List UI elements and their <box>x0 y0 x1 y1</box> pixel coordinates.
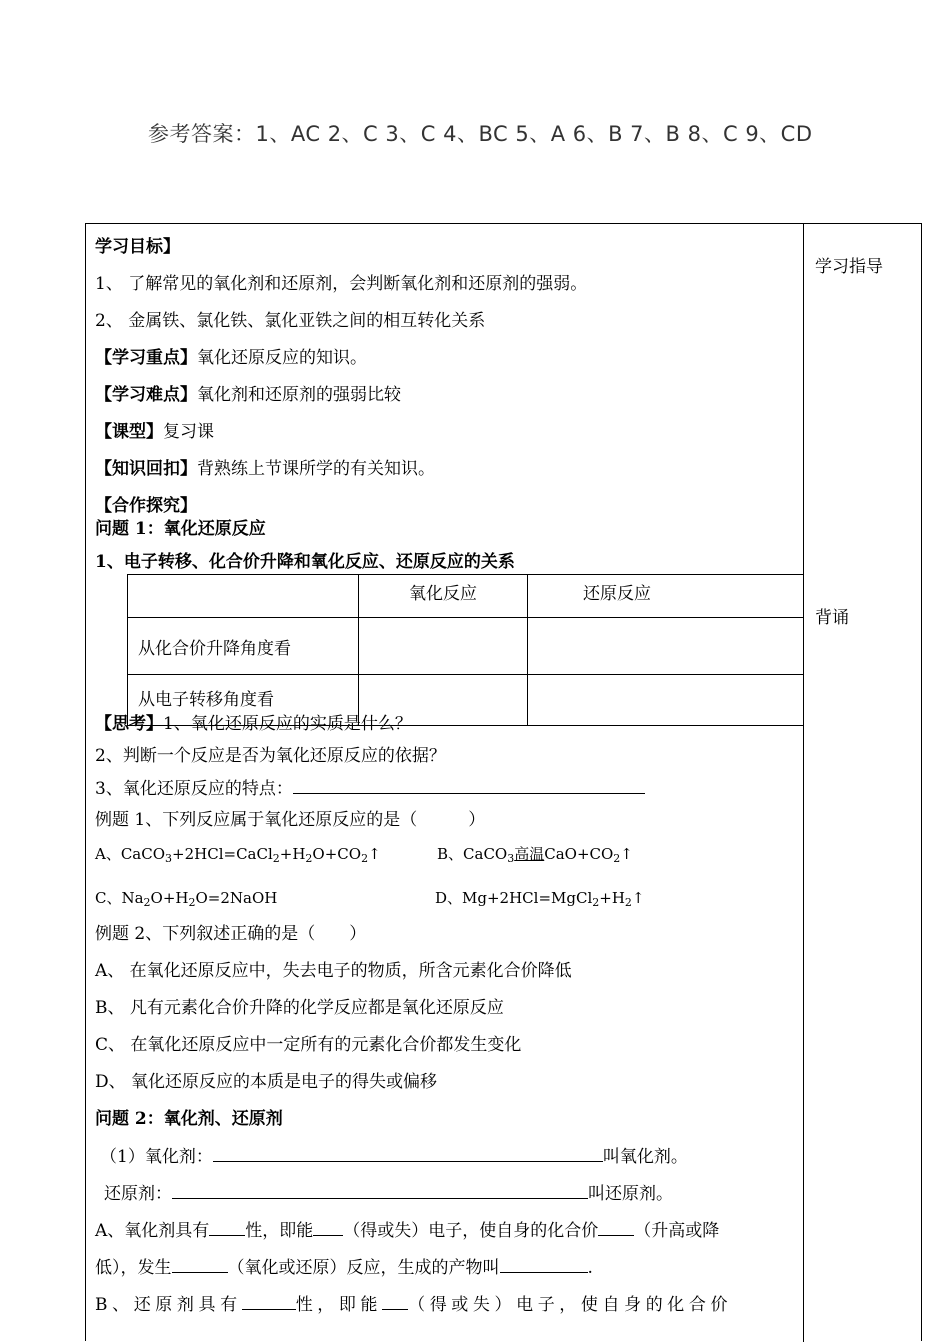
difficulty-label: 【学习难点】 <box>95 385 197 405</box>
lesson-type-label: 【课型】 <box>95 422 163 442</box>
key-point-text: 氧化还原反应的知识。 <box>197 348 367 368</box>
table-cell[interactable] <box>528 675 804 726</box>
example1-option-c: C、$Na_2O+H_2O=2NaOH$ <box>95 889 278 909</box>
review <box>95 458 435 480</box>
think-q3-text: 3、氧化还原反应的特点： <box>95 779 293 799</box>
blank[interactable] <box>500 1256 588 1273</box>
think-label: 【思考】 <box>95 714 163 734</box>
blank[interactable] <box>209 1219 245 1236</box>
gas-arrow-icon: ↑ <box>631 889 645 907</box>
relation-table <box>127 574 804 726</box>
example2-option-d: D、 氧化还原反应的本质是电子的得失或偏移 <box>95 1072 438 1092</box>
key-point <box>95 347 367 369</box>
example1-option-b: B、CaCO$_3$高温$CaO+CO_2↑$ <box>437 845 633 865</box>
q1-title: 问题 1：氧化还原反应 <box>95 519 266 539</box>
table-cell-valence: 从化合价升降角度看 <box>128 618 359 675</box>
q2-title: 问题 2：氧化剂、还原剂 <box>95 1109 283 1129</box>
gas-arrow-icon: ↑ <box>620 845 633 863</box>
reductant-blank[interactable] <box>172 1182 588 1199</box>
oxidant-blank[interactable] <box>213 1145 603 1162</box>
oxidant-line-a: A、氧化剂具有 性，即能 （得或失）电子，使自身的化合价 （升高或降 <box>95 1221 720 1241</box>
reductant-line-b: B、还原剂具有 性，即能 （得或失）电子，使自身的化合价 <box>95 1295 733 1315</box>
review-text: 背熟练上节课所学的有关知识。 <box>197 459 435 479</box>
difficulty-text: 氧化剂和还原剂的强弱比较 <box>197 385 401 405</box>
difficulty <box>95 384 401 406</box>
think-q2: 2、判断一个反应是否为氧化还原反应的依据？ <box>95 746 446 766</box>
example1-option-a: A、$CaCO_3+2HCl=CaCl_2+H_2O+CO_2↑$ <box>95 845 381 865</box>
blank[interactable] <box>242 1293 296 1310</box>
lesson-type <box>95 421 214 443</box>
blank[interactable] <box>382 1293 408 1310</box>
example1-option-d: D、$Mg+2HCl=MgCl_2+H_2↑$ <box>435 889 645 909</box>
sidebar-guide: 学习指导 <box>815 257 883 277</box>
example2-option-a: A、 在氧化还原反应中，失去电子的物质，所含元素化合价降低 <box>95 961 572 981</box>
table-cell-electron: 从电子转移角度看 <box>128 675 359 726</box>
table-cell[interactable] <box>359 618 528 675</box>
table-header-reduction: 还原反应 <box>528 575 804 618</box>
blank[interactable] <box>172 1256 228 1273</box>
reductant-definition: 还原剂： 叫还原剂。 <box>104 1184 673 1204</box>
objectives-heading: 学习目标】 <box>95 237 180 257</box>
blank[interactable] <box>598 1219 634 1236</box>
table-header-empty <box>128 575 359 618</box>
answer-key: 参考答案：1、AC 2、C 3、C 4、BC 5、A 6、B 7、B 8、C 9、CD <box>148 122 813 146</box>
table-header-oxidation: 氧化反应 <box>359 575 528 618</box>
column-divider <box>803 223 804 1342</box>
think-q1 <box>95 713 412 735</box>
oxidant-definition: （1）氧化剂： 叫氧化剂。 <box>100 1147 688 1167</box>
table-cell[interactable] <box>528 618 804 675</box>
q1-sub1: 1、电子转移、化合价升降和氧化反应、还原反应的关系 <box>95 552 515 572</box>
example2-option-b: B、 凡有元素化合价升降的化学反应都是氧化还原反应 <box>95 998 504 1018</box>
reaction-condition: 高温 <box>514 845 545 863</box>
table-row <box>128 618 804 675</box>
gas-arrow-icon: ↑ <box>368 845 381 863</box>
example1-stem: 例题 1、下列反应属于氧化还原反应的是（ ） <box>95 810 486 830</box>
key-point-label: 【学习重点】 <box>95 348 197 368</box>
example2-option-c: C、 在氧化还原反应中一定所有的元素化合价都发生变化 <box>95 1035 522 1055</box>
feature-answer-blank[interactable] <box>293 777 645 794</box>
review-label: 【知识回扣】 <box>95 459 197 479</box>
lesson-type-text: 复习课 <box>163 422 214 442</box>
think-q3 <box>95 777 645 800</box>
objective-1: 1、 了解常见的氧化剂和还原剂，会判断氧化剂和还原剂的强弱。 <box>95 274 588 294</box>
oxidant-line-a2: 低），发生 （氧化或还原）反应，生成的产物叫 . <box>95 1258 593 1278</box>
objective-2: 2、 金属铁、氯化铁、氯化亚铁之间的相互转化关系 <box>95 311 486 331</box>
explore-heading: 【合作探究】 <box>95 496 197 516</box>
example2-stem: 例题 2、下列叙述正确的是（ ） <box>95 924 367 944</box>
sidebar-recite: 背诵 <box>815 608 849 628</box>
table-row <box>128 575 804 618</box>
blank[interactable] <box>313 1219 343 1236</box>
think-q1-text: 1、氧化还原反应的实质是什么？ <box>163 714 412 734</box>
